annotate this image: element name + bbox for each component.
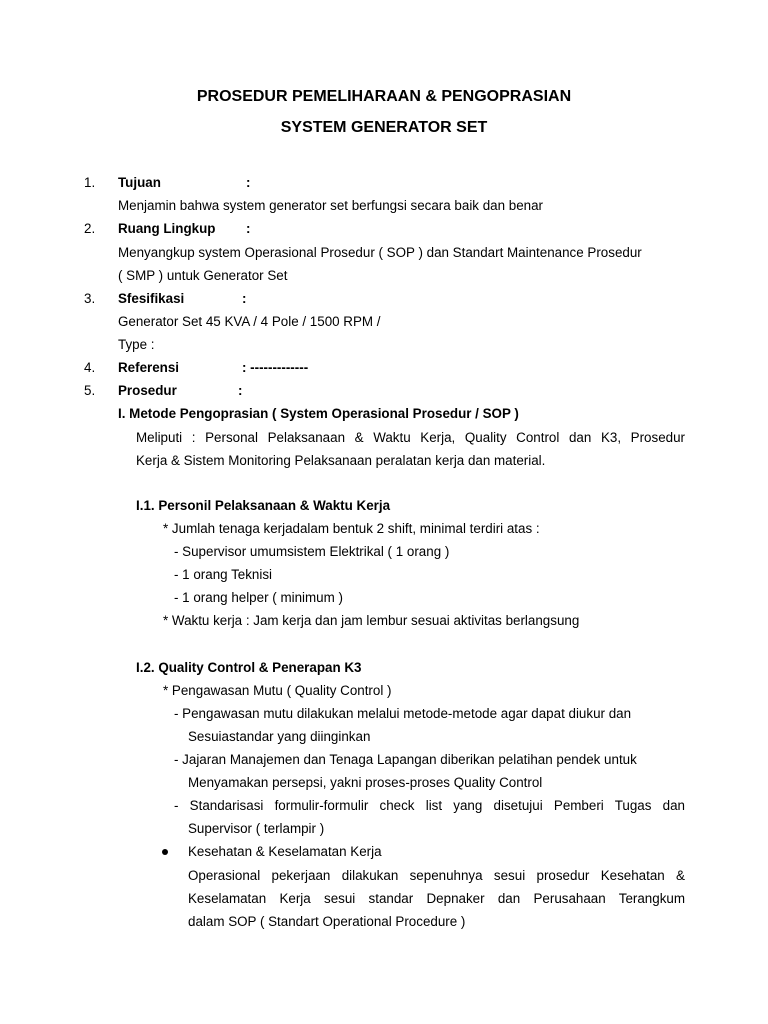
section-4-label: Referensi: [118, 360, 180, 375]
subsection-i-meliputi-line2: Kerja & Sistem Monitoring Pelaksanaan peralatan kerja dan material.: [136, 453, 546, 468]
section-1-colon: :: [246, 175, 251, 190]
subsection-i2-item-a-line1: - Pengawasan mutu dilakukan melalui metode-metode agar dapat diukur dan: [174, 706, 632, 721]
section-5-colon: :: [238, 383, 243, 398]
subsection-i2-k3-line3: dalam SOP ( Standart Operational Procedure ): [188, 914, 466, 929]
document-title: PROSEDUR PEMELIHARAAN & PENGOPRASIAN: [196, 88, 572, 105]
subsection-i1-heading: I.1. Personil Pelaksanaan & Waktu Kerja: [136, 498, 391, 513]
subsection-i-heading: I. Metode Pengoprasian ( System Operasional Prosedur / SOP ): [118, 406, 519, 421]
section-1-number: 1.: [84, 175, 96, 190]
subsection-i2-k3-title: Kesehatan & Keselamatan Kerja: [188, 844, 382, 859]
section-3-line2: Type :: [118, 337, 155, 352]
section-2-label: Ruang Lingkup: [118, 221, 216, 236]
section-3-colon: :: [242, 291, 247, 306]
subsection-i1-jumlah: * Jumlah tenaga kerjadalam bentuk 2 shift, minimal terdiri atas :: [163, 521, 540, 536]
subsection-i2-item-b-line2: Menyamakan persepsi, yakni proses-proses Quality Control: [188, 775, 543, 790]
subsection-i2-k3-line2: Keselamatan Kerja sesui standar Depnaker dan Perusahaan Terangkum: [188, 891, 685, 906]
section-1-label: Tujuan: [118, 175, 161, 190]
section-3-number: 3.: [84, 291, 96, 306]
section-2-colon: :: [246, 221, 251, 236]
section-5-label: Prosedur: [118, 383, 177, 398]
section-1-text: Menjamin bahwa system generator set berfungsi secara baik dan benar: [118, 198, 544, 213]
bullet-dot-icon: [162, 849, 168, 855]
subsection-i2-k3-line1: Operasional pekerjaan dilakukan sepenuhnya sesui prosedur Kesehatan &: [188, 868, 685, 883]
subsection-i1-waktu: * Waktu kerja : Jam kerja dan jam lembur sesuai aktivitas berlangsung: [163, 613, 580, 628]
section-5-number: 5.: [84, 383, 96, 398]
subsection-i1-item: - 1 orang helper ( minimum ): [174, 590, 343, 605]
section-3-label: Sfesifikasi: [118, 291, 185, 306]
subsection-i2-item-a-line2: Sesuiastandar yang diinginkan: [188, 729, 371, 744]
subsection-i2-pengawasan: * Pengawasan Mutu ( Quality Control ): [163, 683, 392, 698]
section-2-line2: ( SMP ) untuk Generator Set: [118, 268, 288, 283]
subsection-i-meliputi-line1: Meliputi : Personal Pelaksanaan & Waktu Kerja, Quality Control dan K3, Prosedur: [136, 430, 685, 445]
section-2-number: 2.: [84, 221, 96, 236]
subsection-i2-heading: I.2. Quality Control & Penerapan K3: [136, 660, 362, 675]
document-subtitle: SYSTEM GENERATOR SET: [280, 119, 488, 136]
section-4-number: 4.: [84, 360, 96, 375]
subsection-i2-item-b-line1: - Jajaran Manajemen dan Tenaga Lapangan diberikan pelatihan pendek untuk: [174, 752, 637, 767]
section-2-line1: Menyangkup system Operasional Prosedur ( SOP ) dan Standart Maintenance Prosedur: [118, 245, 642, 260]
subsection-i1-item: - Supervisor umumsistem Elektrikal ( 1 orang ): [174, 544, 450, 559]
subsection-i2-item-c-line1: - Standarisasi formulir-formulir check list yang disetujui Pemberi Tugas dan: [174, 798, 685, 813]
section-3-line1: Generator Set 45 KVA / 4 Pole / 1500 RPM /: [118, 314, 381, 329]
subsection-i1-item: - 1 orang Teknisi: [174, 567, 273, 582]
section-4-colon: : -------------: [242, 360, 309, 375]
subsection-i2-item-c-line2: Supervisor ( terlampir ): [188, 821, 325, 836]
